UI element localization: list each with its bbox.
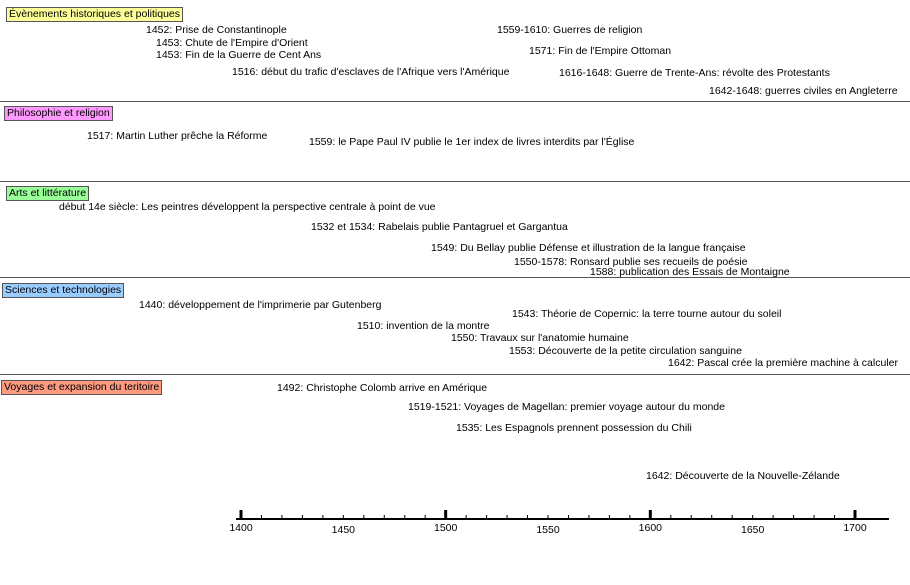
event-label: 1549: Du Bellay publie Défense et illustration de la langue française [431,242,746,254]
category-sci: Sciences et technologies [2,283,124,298]
category-voy: Voyages et expansion du teritoire [1,380,162,395]
event-label: 1492: Christophe Colomb arrive en Amérique [277,382,488,394]
event-label: 1453: Fin de la Guerre de Cent Ans [156,49,322,61]
event-label: 1559-1610: Guerres de religion [497,24,643,36]
tick-label: 1400 [229,522,253,534]
event-label: 1535: Les Espagnols prennent possession du Chili [456,422,692,434]
event-label: 1642: Découverte de la Nouvelle-Zélande [646,470,840,482]
event-label: 1517: Martin Luther prêche la Réforme [87,130,268,142]
tick-label: 1700 [843,522,867,534]
event-label: 1440: développement de l'imprimerie par Gutenberg [139,299,382,311]
category-philo: Philosophie et religion [4,106,113,121]
tick-label: 1600 [638,522,663,534]
event-label: 1642: Pascal crée la première machine à calculer [668,357,898,369]
tick-label: 1500 [433,522,458,534]
event-label: 1519-1521: Voyages de Magellan: premier voyage autour du monde [408,401,725,413]
event-label: 1550-1578: Ronsard publie ses recueils de poésie [514,256,748,268]
event-label: 1510: invention de la montre [357,320,490,332]
category-arts: Arts et littérature [6,186,89,201]
event-label: début 14e siècle: Les peintres développent la perspective centrale à point de vue [59,201,436,213]
category-hist: Évènements historiques et politiques [6,7,183,22]
event-label: 1452: Prise de Constantinople [146,24,287,36]
event-label: 1516: début du trafic d'esclaves de l'Afrique vers l'Amérique [232,66,510,78]
event-label: 1616-1648: Guerre de Trente-Ans: révolte des Protestants [559,67,830,79]
event-label: 1553: Découverte de la petite circulation sanguine [509,345,742,357]
event-label: 1559: le Pape Paul IV publie le 1er index de livres interdits par l'Église [309,136,635,148]
event-label: 1642-1648: guerres civiles en Angleterre [709,85,898,97]
event-label: 1550: Travaux sur l'anatomie humaine [451,332,629,344]
event-label: 1532 et 1534: Rabelais publie Pantagruel et Gargantua [311,221,568,233]
event-label: 1571: Fin de l'Empire Ottoman [529,45,672,57]
event-label: 1588: publication des Essais de Montaigne [590,266,790,278]
tick-label: 1550 [536,524,560,536]
event-label: 1543: Théorie de Copernic: la terre tourne autour du soleil [512,308,782,320]
tick-label: 1650 [740,524,765,536]
event-label: 1453: Chute de l'Empire d'Orient [156,37,308,49]
tick-label: 1450 [331,524,356,536]
